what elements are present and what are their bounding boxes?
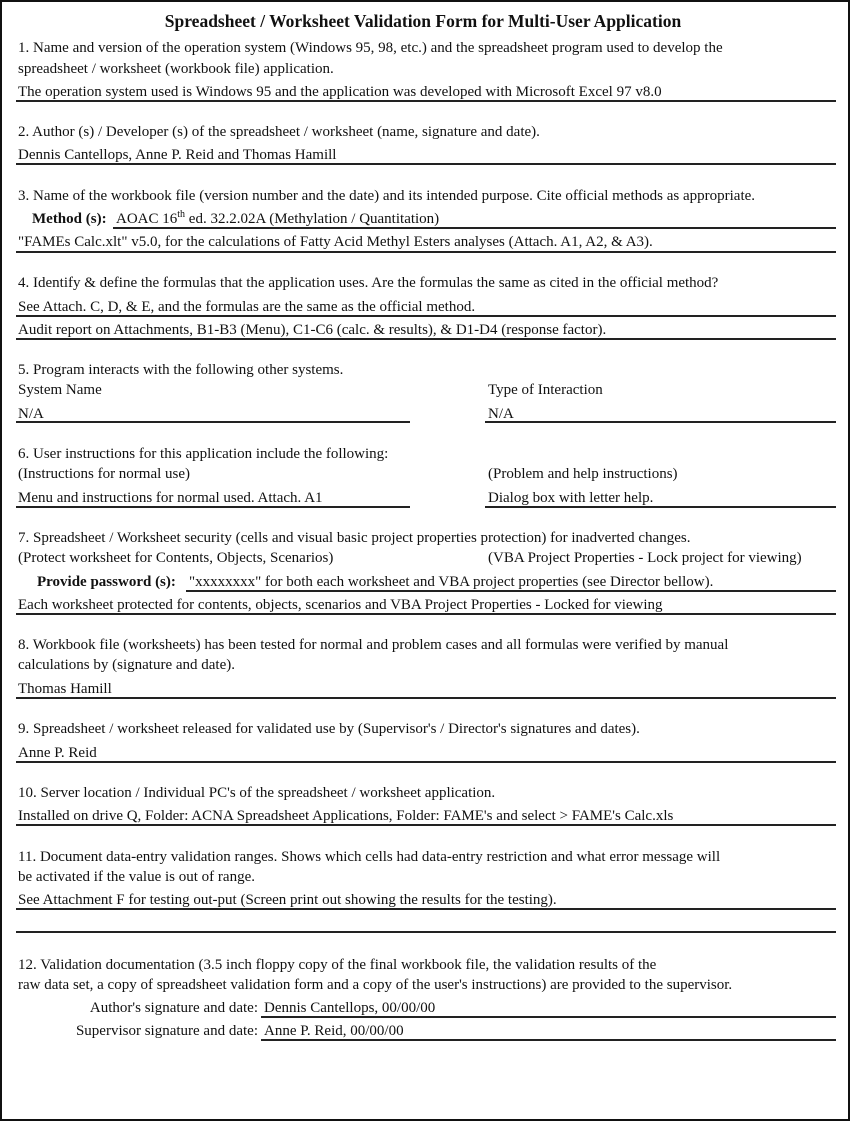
s8-answer-underline — [16, 697, 836, 699]
s11-answer2-underline — [16, 931, 836, 933]
s3-method-post: ed. 32.2.02A (Methylation / Quantitation) — [185, 211, 440, 227]
s12-question-line2: raw data set, a copy of spreadsheet validation form and a copy of the user's instructions) are provided to the supervisor. — [18, 977, 733, 993]
s7-protect-worksheet-label: (Protect worksheet for Contents, Objects, Scenarios) — [18, 550, 334, 566]
s3-method-field[interactable] — [116, 210, 439, 228]
s2-answer-field[interactable]: Dennis Cantellops, Anne P. Reid and Thomas Hamill — [18, 147, 337, 163]
s3-question: 3. Name of the workbook file (version number and the date) and its intended purpose. Cite official methods as appropriate. — [18, 188, 756, 204]
s11-answer-field-1[interactable]: See Attachment F for testing out-put (Screen print out showing the results for the testing). — [18, 892, 557, 908]
s12-supervisor-signature-label: Supervisor signature and date: — [75, 1023, 258, 1039]
s5-interaction-type-label: Type of Interaction — [488, 382, 603, 398]
s8-question-line1: 8. Workbook file (worksheets) has been tested for normal and problem cases and all formulas were verified by manual — [18, 637, 729, 653]
s5-interaction-type-underline — [485, 421, 836, 423]
s5-system-name-underline — [16, 421, 410, 423]
s3-answer-field[interactable]: "FAMEs Calc.xlt" v5.0, for the calculations of Fatty Acid Methyl Esters analyses (Attach. A1, A2, & A3). — [18, 234, 653, 250]
s4-answer-field-2[interactable]: Audit report on Attachments, B1-B3 (Menu), C1-C6 (calc. & results), & D1-D4 (response factor). — [18, 322, 607, 338]
s7-answer-field[interactable]: Each worksheet protected for contents, objects, scenarios and VBA Project Properties - Locked for viewing — [18, 597, 663, 613]
s11-question-line2: be activated if the value is out of range. — [18, 869, 255, 885]
s12-supervisor-signature-underline — [261, 1039, 836, 1041]
s3-answer-underline — [16, 251, 836, 253]
s8-question-line2: calculations by (signature and date). — [18, 657, 236, 673]
s7-answer-underline — [16, 613, 836, 615]
s6-normal-use-label: (Instructions for normal use) — [18, 466, 191, 482]
s6-help-label: (Problem and help instructions) — [488, 466, 678, 482]
s12-supervisor-signature-field[interactable]: Anne P. Reid, 00/00/00 — [264, 1023, 404, 1039]
s6-question: 6. User instructions for this application include the following: — [18, 446, 389, 462]
s11-question-line1: 11. Document data-entry validation ranges. Shows which cells had data-entry restriction and what error message will — [18, 849, 721, 865]
s8-answer-field[interactable]: Thomas Hamill — [18, 681, 112, 697]
s12-question-line1: 12. Validation documentation (3.5 inch floppy copy of the final workbook file, the validation results of the — [18, 957, 657, 973]
s5-system-name-label: System Name — [18, 382, 102, 398]
s5-system-name-field[interactable]: N/A — [18, 406, 44, 422]
s1-answer-field[interactable]: The operation system used is Windows 95 and the application was developed with Microsoft Excel 97 v8.0 — [18, 84, 662, 100]
s4-question: 4. Identify & define the formulas that the application uses. Are the formulas the same as cited in the official method? — [18, 275, 719, 291]
s1-question-line1: 1. Name and version of the operation system (Windows 95, 98, etc.) and the spreadsheet program used to develop the — [18, 40, 723, 56]
s6-normal-use-underline — [16, 506, 410, 508]
s3-method-pre: AOAC 16 — [116, 211, 178, 227]
s11-answer1-underline — [16, 908, 836, 910]
s4-answer2-underline — [16, 338, 836, 340]
s2-question: 2. Author (s) / Developer (s) of the spreadsheet / worksheet (name, signature and date). — [18, 124, 540, 140]
s6-help-underline — [485, 506, 836, 508]
s12-author-signature-label: Author's signature and date: — [89, 1000, 258, 1016]
s10-answer-field[interactable]: Installed on drive Q, Folder: ACNA Spreadsheet Applications, Folder: FAME's and select > FAME's Calc.xls — [18, 808, 674, 824]
s9-question: 9. Spreadsheet / worksheet released for validated use by (Supervisor's / Director's signatures and dates). — [18, 721, 640, 737]
s9-answer-field[interactable]: Anne P. Reid — [18, 745, 97, 761]
s12-author-signature-underline — [261, 1016, 836, 1018]
s3-method-sup: th — [177, 209, 186, 220]
s3-method-label: Method (s): — [32, 211, 107, 227]
s6-help-field[interactable]: Dialog box with letter help. — [488, 490, 654, 506]
s10-answer-underline — [16, 824, 836, 826]
s6-normal-use-field[interactable]: Menu and instructions for normal used. Attach. A1 — [18, 490, 323, 506]
s7-question: 7. Spreadsheet / Worksheet security (cells and visual basic project properties protection) for inadverted changes. — [18, 530, 691, 546]
s7-vba-lock-label: (VBA Project Properties - Lock project for viewing) — [488, 550, 802, 566]
s9-answer-underline — [16, 761, 836, 763]
s12-author-signature-field[interactable]: Dennis Cantellops, 00/00/00 — [264, 1000, 436, 1016]
s5-question: 5. Program interacts with the following other systems. — [18, 362, 344, 378]
s7-password-underline — [186, 590, 836, 592]
s4-answer1-underline — [16, 315, 836, 317]
s7-password-field[interactable]: "xxxxxxxx" for both each worksheet and VBA project properties (see Director bellow). — [189, 574, 714, 590]
s7-password-label: Provide password (s): — [37, 574, 176, 590]
s3-method-underline — [113, 227, 836, 229]
s1-answer-underline — [16, 100, 836, 102]
form-title: Spreadsheet / Worksheet Validation Form for Multi-User Application — [164, 11, 682, 31]
s4-answer-field-1[interactable]: See Attach. C, D, & E, and the formulas are the same as the official method. — [18, 299, 476, 315]
s10-question: 10. Server location / Individual PC's of the spreadsheet / worksheet application. — [18, 785, 496, 801]
s2-answer-underline — [16, 163, 836, 165]
s1-question-line2: spreadsheet / worksheet (workbook file) application. — [18, 61, 334, 77]
s5-interaction-type-field[interactable]: N/A — [488, 406, 514, 422]
